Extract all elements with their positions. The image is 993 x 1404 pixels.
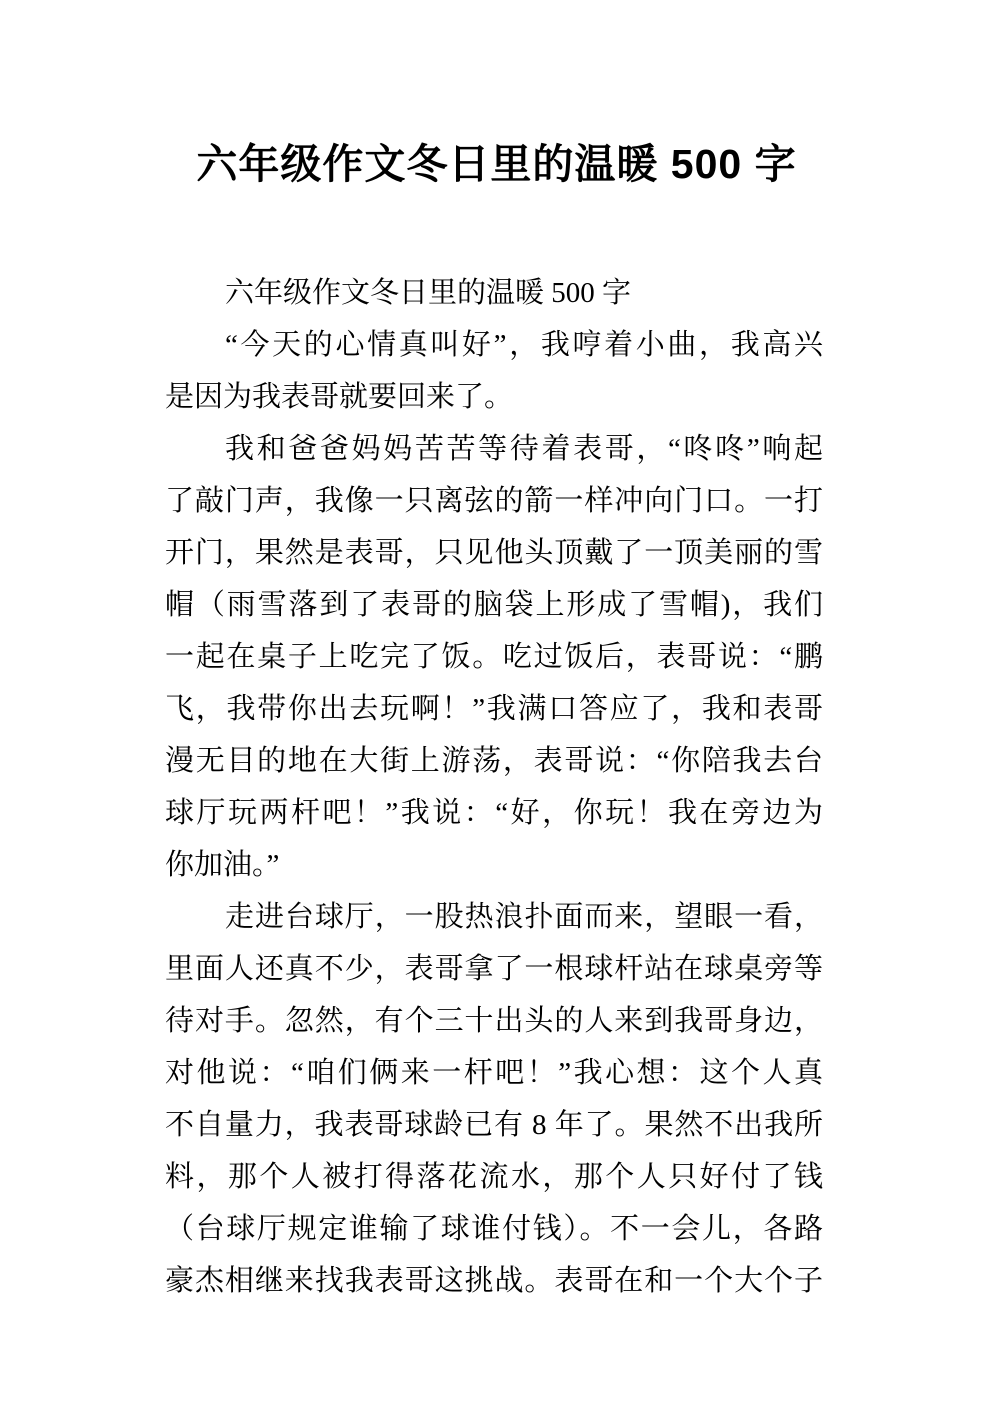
text-line: 你加油。” [165,849,280,882]
text-line: 不自量力，我表哥球龄已有 8 年了。果然不出我所 [165,1109,823,1142]
text-line: 球厅玩两杆吧！”我说：“好，你玩！我在旁边为 [165,797,823,830]
text-line: 开门，果然是表哥，只见他头顶戴了一顶美丽的雪 [165,537,823,570]
text-line: 帽（雨雪落到了表哥的脑袋上形成了雪帽)，我们 [165,589,823,622]
document-body [165,267,823,1307]
text-line: 是因为我表哥就要回来了。 [165,381,514,414]
text-line: 飞，我带你出去玩啊！”我满口答应了，我和表哥 [165,693,823,726]
text-line: （台球厅规定谁输了球谁付钱）。不一会儿，各路 [165,1213,823,1246]
text-line: 六年级作文冬日里的温暖 500 字 [225,277,632,310]
text-line: 里面人还真不少，表哥拿了一根球杆站在球桌旁等 [165,953,823,986]
text-line: 了敲门声，我像一只离弦的箭一样冲向门口。一打 [165,485,823,518]
text-line: 漫无目的地在大街上游荡，表哥说：“你陪我去台 [165,745,823,778]
text-line: 豪杰相继来找我表哥这挑战。表哥在和一个大个子 [165,1265,823,1298]
text-line: “今天的心情真叫好”，我哼着小曲，我高兴 [225,329,823,362]
text-line: 对他说：“咱们俩来一杆吧！”我心想：这个人真 [165,1057,823,1090]
text-line: 我和爸爸妈妈苦苦等待着表哥，“咚咚”响起 [225,433,823,466]
text-line: 待对手。忽然，有个三十出头的人来到我哥身边， [165,1005,823,1038]
text-line: 走进台球厅，一股热浪扑面而来，望眼一看， [225,901,823,934]
text-line: 料，那个人被打得落花流水，那个人只好付了钱 [165,1161,823,1194]
text-line: 一起在桌子上吃完了饭。吃过饭后，表哥说：“鹏 [165,641,823,674]
document-title: 六年级作文冬日里的温暖 500 字 [196,141,797,188]
